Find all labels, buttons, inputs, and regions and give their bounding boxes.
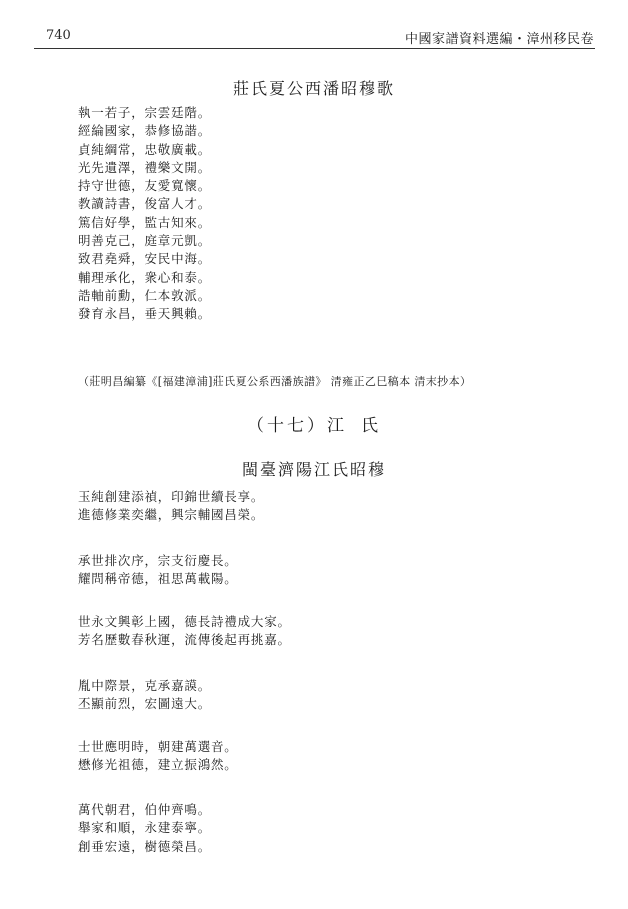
running-title: 中國家譜資料選編・漳州移民卷: [404, 32, 594, 47]
verse-line: 持守世德，友愛寬懷。: [78, 178, 212, 194]
page-number: 740: [46, 28, 71, 43]
verse-line: 世永文興彰上國，德長詩禮成大家。: [78, 614, 291, 629]
verse-line: 貞純綱常，忠敬廣載。: [78, 141, 212, 157]
poem2-title: 閩臺濟陽江氏昭穆: [241, 460, 386, 479]
verse-line: 芳名歷數春秋運，流傳後起再挑嘉。: [78, 632, 291, 648]
verse-line: 玉純創建添禎，印錦世續長享。: [78, 489, 265, 504]
verse-line: 丕顯前烈，宏圖遠大。: [78, 696, 212, 712]
stanza: [78, 801, 211, 856]
source-citation: （莊明昌編纂《[福建漳浦]莊氏夏公系西潘族譜》 清雍正乙巳稿本 清末抄本）: [78, 375, 472, 388]
verse-line: 經綸國家，恭修協諧。: [78, 123, 212, 139]
verse-line: 明善克己，庭章元凱。: [78, 233, 212, 249]
poem1-verse: [78, 104, 211, 324]
verse-line: 光先遺澤，禮樂文開。: [78, 159, 212, 175]
header-rule: [34, 48, 595, 49]
verse-line: 承世排次序，宗支衍慶長。: [78, 553, 238, 568]
verse-line: 致君堯舜，安民中海。: [78, 251, 212, 267]
poem1-title: 莊氏夏公西潘昭穆歌: [232, 79, 395, 98]
page-header: [34, 22, 594, 47]
verse-line: 耀問稱帝德，祖思萬載陽。: [78, 571, 238, 587]
section-number: （十七）: [247, 416, 327, 436]
stanza: [78, 677, 211, 714]
verse-line: 輔理承化，衆心和泰。: [78, 269, 212, 285]
verse-line: 懋修光祖德，建立振鴻然。: [78, 757, 238, 773]
stanza: [78, 738, 238, 775]
verse-line: 發育永昌，垂天興賴。: [78, 306, 212, 322]
verse-line: 萬代朝君，伯仲齊鳴。: [78, 802, 212, 817]
verse-line: 進德修業奕繼，興宗輔國昌榮。: [78, 507, 265, 523]
verse-line: 誥軸前勳，仁本敦派。: [78, 287, 212, 303]
verse-line: 創垂宏遠，樹德榮昌。: [78, 838, 212, 854]
verse-line: 篤信好學，監古知來。: [78, 214, 212, 230]
verse-line: 教讀詩書，俊富人才。: [78, 196, 212, 212]
verse-line: 士世應明時，朝建萬選音。: [78, 739, 238, 754]
stanza: [78, 552, 238, 589]
section-name-b: 氏: [361, 416, 381, 436]
stanza: [78, 613, 291, 650]
section-heading: [0, 411, 628, 436]
stanza: [78, 488, 264, 525]
verse-line: 執一若子，宗雲廷階。: [78, 105, 212, 120]
verse-line: 胤中際景，克承嘉謨。: [78, 678, 212, 693]
section-name-a: 江: [327, 416, 347, 436]
verse-line: 舉家和順，永建泰寧。: [78, 820, 212, 836]
